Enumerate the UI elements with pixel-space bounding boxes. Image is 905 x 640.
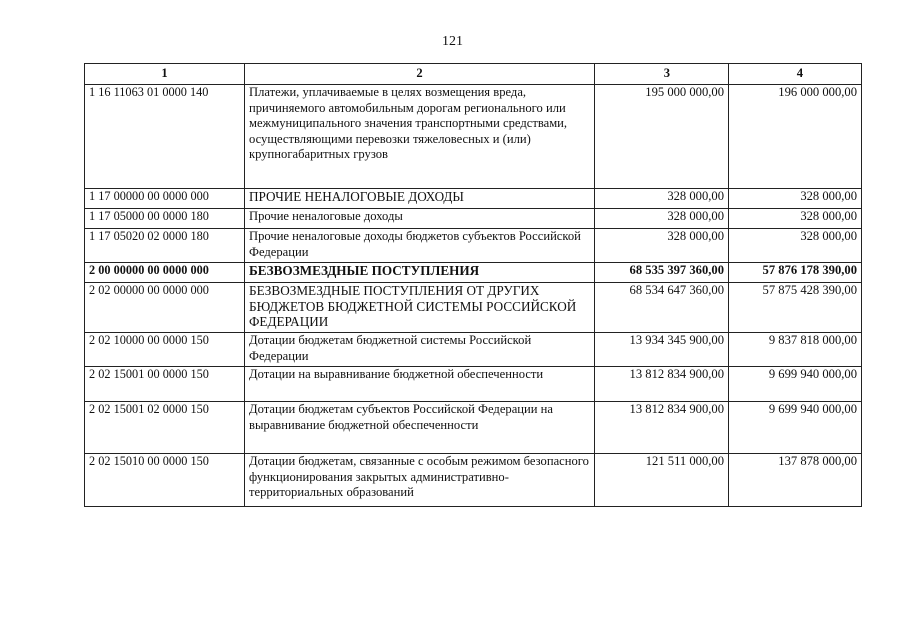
row-value-3: 195 000 000,00 [595, 85, 729, 189]
table-row [85, 454, 862, 507]
column-header-4: 4 [729, 64, 862, 85]
row-name: Дотации бюджетам бюджетной системы Российской Федерации [245, 333, 595, 367]
row-name: Дотации на выравнивание бюджетной обеспеченности [245, 367, 595, 402]
row-value-3: 13 812 834 900,00 [595, 367, 729, 402]
column-header-3: 3 [595, 64, 729, 85]
table-row [85, 209, 862, 229]
row-value-3: 68 534 647 360,00 [595, 283, 729, 333]
row-code: 2 02 15010 00 0000 150 [85, 454, 245, 507]
row-code: 2 00 00000 00 0000 000 [85, 263, 245, 283]
table-row-total [85, 263, 862, 283]
row-code: 2 02 15001 00 0000 150 [85, 367, 245, 402]
row-name: Дотации бюджетам субъектов Российской Федерации на выравнивание бюджетной обеспеченности [245, 402, 595, 454]
table-header-row [85, 64, 862, 85]
row-value-4: 328 000,00 [729, 189, 862, 209]
budget-table [84, 63, 862, 507]
row-code: 1 16 11063 01 0000 140 [85, 85, 245, 189]
row-code: 2 02 10000 00 0000 150 [85, 333, 245, 367]
row-value-4: 328 000,00 [729, 229, 862, 263]
row-value-4: 9 837 818 000,00 [729, 333, 862, 367]
row-name: БЕЗВОЗМЕЗДНЫЕ ПОСТУПЛЕНИЯ ОТ ДРУГИХ БЮДЖЕТОВ БЮДЖЕТНОЙ СИСТЕМЫ РОССИЙСКОЙ ФЕДЕРАЦИИ [245, 283, 595, 333]
column-header-2: 2 [245, 64, 595, 85]
row-value-4: 137 878 000,00 [729, 454, 862, 507]
row-name: Прочие неналоговые доходы бюджетов субъектов Российской Федерации [245, 229, 595, 263]
row-value-4: 328 000,00 [729, 209, 862, 229]
row-value-3: 328 000,00 [595, 209, 729, 229]
table-row [85, 189, 862, 209]
row-name: БЕЗВОЗМЕЗДНЫЕ ПОСТУПЛЕНИЯ [245, 263, 595, 283]
row-code: 2 02 15001 02 0000 150 [85, 402, 245, 454]
row-value-4: 9 699 940 000,00 [729, 402, 862, 454]
table-row [85, 402, 862, 454]
table-row [85, 333, 862, 367]
column-header-1: 1 [85, 64, 245, 85]
row-name: ПРОЧИЕ НЕНАЛОГОВЫЕ ДОХОДЫ [245, 189, 595, 209]
row-value-4: 57 875 428 390,00 [729, 283, 862, 333]
table-row [85, 367, 862, 402]
row-name: Прочие неналоговые доходы [245, 209, 595, 229]
table-row [85, 229, 862, 263]
row-value-3: 13 812 834 900,00 [595, 402, 729, 454]
row-name: Платежи, уплачиваемые в целях возмещения вреда, причиняемого автомобильным дорогам регионального или межмуниципального значения транспортными средствами, осуществляющими перевозки тяжеловесных и (или) крупногабаритных грузов [245, 85, 595, 189]
row-code: 2 02 00000 00 0000 000 [85, 283, 245, 333]
row-code: 1 17 05020 02 0000 180 [85, 229, 245, 263]
table-row [85, 85, 862, 189]
row-value-3: 13 934 345 900,00 [595, 333, 729, 367]
page-number: 121 [442, 34, 463, 49]
row-value-4: 57 876 178 390,00 [729, 263, 862, 283]
row-value-3: 328 000,00 [595, 229, 729, 263]
row-code: 1 17 00000 00 0000 000 [85, 189, 245, 209]
row-value-3: 328 000,00 [595, 189, 729, 209]
row-value-3: 121 511 000,00 [595, 454, 729, 507]
row-value-3: 68 535 397 360,00 [595, 263, 729, 283]
row-code: 1 17 05000 00 0000 180 [85, 209, 245, 229]
row-value-4: 9 699 940 000,00 [729, 367, 862, 402]
row-name: Дотации бюджетам, связанные с особым режимом безопасного функционирования закрытых административно-территориальных образований [245, 454, 595, 507]
table-row [85, 283, 862, 333]
row-value-4: 196 000 000,00 [729, 85, 862, 189]
